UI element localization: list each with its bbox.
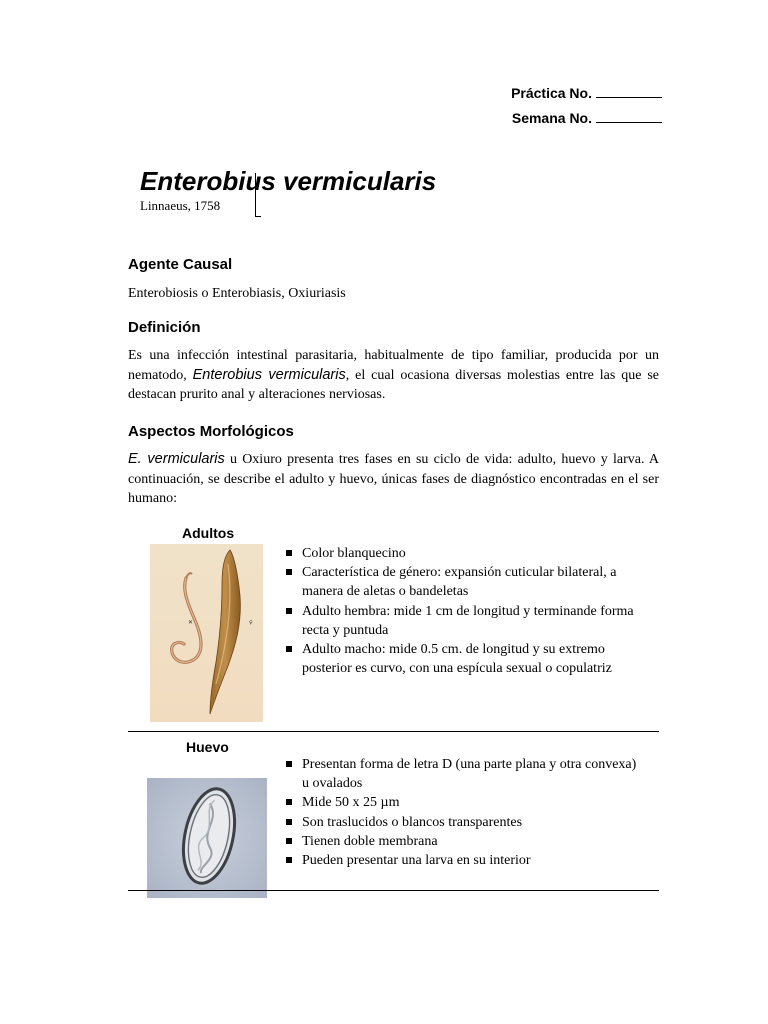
adultos-label: Adultos — [182, 525, 235, 541]
huevo-item: Presentan forma de letra D (una parte plana y otra convexa) u ovalados — [286, 755, 646, 793]
huevo-item: Pueden presentar una larva en su interior — [286, 851, 646, 870]
practica-blank — [596, 85, 662, 98]
huevo-characteristics-list — [286, 755, 646, 870]
practica-number-line — [511, 85, 662, 101]
agente-causal-text: Enterobiosis o Enterobiasis, Oxiuriasis — [128, 286, 346, 301]
bullet-square-icon — [286, 550, 292, 556]
definicion-text-end: , el cual ocasiona diversas molestias entre las que se destacan prurito anal y alteraciones nerviosas. — [128, 367, 659, 402]
huevo-label: Huevo — [186, 739, 229, 755]
svg-text:♀: ♀ — [249, 620, 253, 626]
svg-text:✕: ✕ — [188, 619, 194, 626]
section-divider — [128, 731, 659, 732]
section-divider-bottom — [128, 890, 659, 891]
semana-blank — [596, 110, 662, 123]
bullet-square-icon — [286, 569, 292, 575]
huevo-item: Mide 50 x 25 µm — [286, 793, 646, 812]
huevo-item: Son traslucidos o blancos transparentes — [286, 813, 646, 832]
bullet-square-icon — [286, 608, 292, 614]
adultos-item: Adulto macho: mide 0.5 cm. de longitud y su extremo posterior es curvo, con una espícula sexual o copulatriz — [286, 640, 646, 678]
definicion-paragraph — [128, 346, 659, 405]
bullet-square-icon — [286, 646, 292, 652]
practica-label: Práctica No. — [511, 85, 592, 101]
huevo-item: Tienen doble membrana — [286, 832, 646, 851]
species-authority: Linnaeus, 1758 — [140, 198, 221, 213]
bullet-square-icon — [286, 838, 292, 844]
semana-number-line — [512, 110, 662, 126]
definicion-heading: Definición — [128, 319, 201, 336]
adultos-characteristics-list — [286, 544, 646, 678]
bullet-square-icon — [286, 799, 292, 805]
aspectos-paragraph — [128, 450, 659, 509]
bullet-square-icon — [286, 761, 292, 767]
adult-worms-image — [150, 544, 263, 722]
aspectos-species-italic: E. vermicularis — [128, 451, 225, 467]
aspectos-text: u Oxiuro presenta tres fases en su ciclo de vida: adulto, huevo y larva. A continuación, se describe el adulto y huevo, únicas fases de diagnóstico encontradas en el ser humano: — [128, 452, 659, 506]
adultos-item: Característica de género: expansión cuticular bilateral, a manera de aletas o bandeletas — [286, 563, 646, 601]
adultos-item: Adulto hembra: mide 1 cm de longitud y terminande forma recta y puntuda — [286, 602, 646, 640]
bullet-square-icon — [286, 857, 292, 863]
aspectos-heading: Aspectos Morfológicos — [128, 423, 294, 440]
agente-causal-heading: Agente Causal — [128, 256, 233, 273]
semana-label: Semana No. — [511, 110, 592, 126]
definicion-text-start: Es una infección intestinal parasitaria, habitualmente de tipo familiar, producida por un nematodo, — [128, 348, 659, 383]
species-title: Enterobius vermicularis — [140, 166, 437, 196]
bullet-square-icon — [286, 819, 292, 825]
adultos-item: Color blanquecino — [286, 544, 646, 563]
definicion-species-italic: Enterobius vermicularis — [192, 366, 346, 383]
cursor-bracket-mark — [255, 173, 261, 217]
egg-micrograph-image — [147, 778, 267, 898]
